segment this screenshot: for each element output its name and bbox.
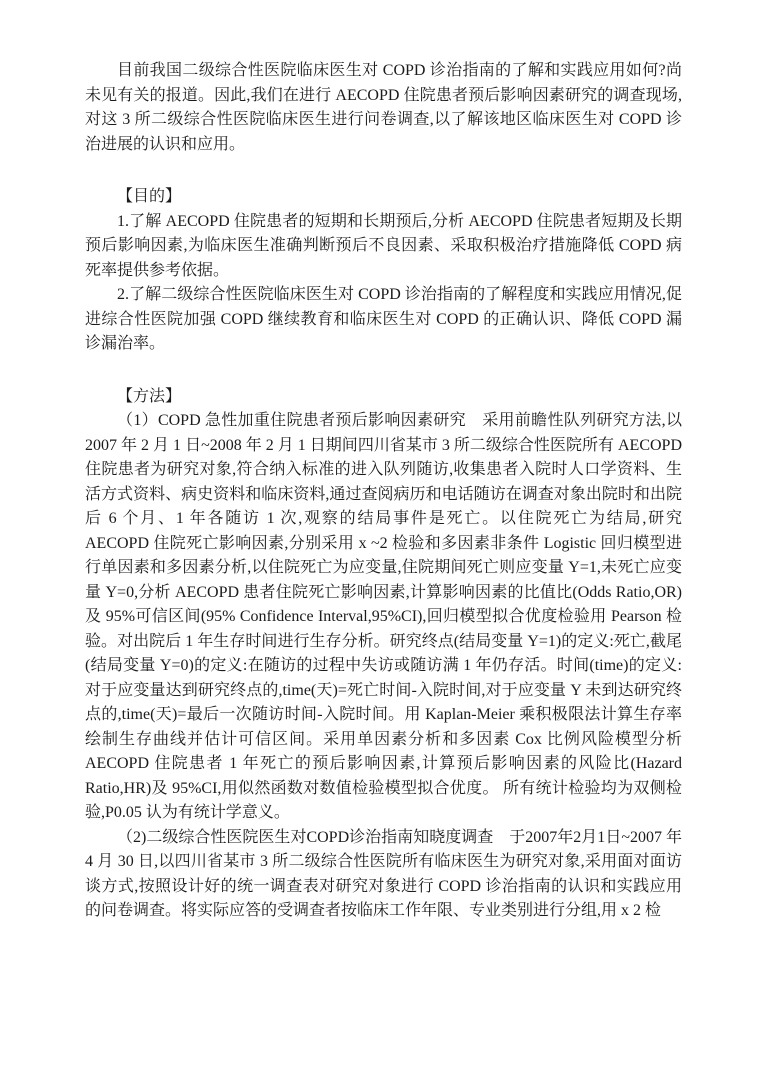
methods-item-2: （2)二级综合性医院医生对COPD诊治指南知晓度调查 于2007年2月1日~2007 年 4 月 30 日,以四川省某市 3 所二级综合性医院所有临床医生为研究对象,采用面对面访谈方式,按照设计好的统一调查表对研究对象进行 COPD 诊治指南的认识和实践应用的问卷调查。将实际应答的受调查者按临床工作年限、专业类别进行分组,用 x 2 检 <box>85 828 682 919</box>
purpose-item-2: 2.了解二级综合性医院临床医生对 COPD 诊治指南的了解程度和实践应用情况,促进综合性医院加强 COPD 继续教育和临床医生对 COPD 的正确认识、降低 COPD 漏诊漏治率。 <box>85 286 682 352</box>
methods-item-1: （1）COPD 急性加重住院患者预后影响因素研究 采用前瞻性队列研究方法,以 2007 年 2 月 1 日~2008 年 2 月 1 日期间四川省某市 3 所二级综合性医院所有 AECOPD 住院患者为研究对象,符合纳入标准的进入队列随访,收集患者入院时人口学资料、生活方式资料、病史资料和临床资料,通过查阅病历和电话随访在调查对象出院时和出院后 6 个月、1 年各随访 1 次,观察的结局事件是死亡。以住院死亡为结局,研究 AECOPD 住院死亡影响因素,分别采用 x ~2 检验和多因素非条件 Logistic 回归模型进行单因素和多因素分析,以住院死亡为应变量,住院期间死亡则应变量 Y=1,未死亡应变量 Y=0,分析 AECOPD 患者住院死亡影响因素,计算影响因素的比值比(Odds Ratio,OR)及 95%可信区间(95% Confidence Interval,95%CI),回归模型拟合优度检验用 Pearson 检验。对出院后 1 年生存时间进行生存分析。研究终点(结局变量 Y=1)的定义:死亡,截尾(结局变量 Y=0)的定义:在随访的过程中失访或随访满 1 年仍存活。时间(time)的定义:对于应变量达到研究终点的,time(天)=死亡时间-入院时间,对于应变量 Y 未到达研究终点的,time(天)=最后一次随访时间-入院时间。用 Kaplan-Meier 乘积极限法计算生存率绘制生存曲线并估计可信区间。采用单因素分析和多因素 Cox 比例风险模型分析 AECOPD 住院患者 1 年死亡的预后影响因素,计算预后影响因素的风险比(Hazard Ratio,HR)及 95%CI,用似然函数对数值检验模型拟合优度。 所有统计检验均为双侧检验,P0.05 认为有统计学意义。 <box>85 412 682 821</box>
purpose-item-1: 1.了解 AECOPD 住院患者的短期和长期预后,分析 AECOPD 住院患者短期及长期预后影响因素,为临床医生准确判断预后不良因素、采取积极治疗措施降低 COPD 病死率提供参考依据。 <box>85 212 682 279</box>
section-heading-methods: 【方法】 <box>117 387 182 405</box>
section-heading-purpose: 【目的】 <box>117 188 182 205</box>
document-content <box>85 59 682 924</box>
intro-paragraph: 目前我国二级综合性医院临床医生对 COPD 诊治指南的了解和实践应用如何?尚未见有关的报道。因此,我们在进行 AECOPD 住院患者预后影响因素研究的调查现场,对这 3 所二级综合性医院临床医生进行问卷调查,以了解该地区临床医生对 COPD 诊治进展的认识和应用。 <box>85 62 682 153</box>
